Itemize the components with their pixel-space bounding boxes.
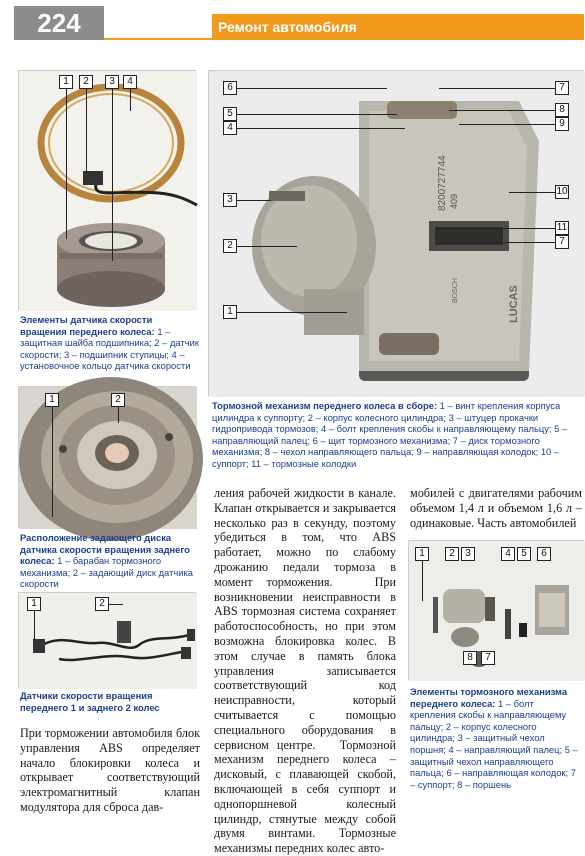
fig2-leader-10 — [509, 192, 555, 193]
fig5-label-7: 7 — [481, 651, 495, 665]
fig1-caption-body: 1 – защитная шайба подшипника; 2 – датчик скорости; 3 – подшипник ступицы; 4 – установочное кольцо датчика скорости — [20, 325, 199, 372]
fig5-caption — [410, 686, 582, 790]
fig5-label-4: 4 — [501, 547, 515, 561]
figure-speed-sensor-parts — [18, 70, 196, 310]
fig3-leader-1 — [52, 407, 53, 517]
fig2-label-2: 2 — [223, 239, 237, 253]
page-header — [0, 0, 584, 44]
fig2-leader-5 — [237, 114, 397, 115]
fig2-label-7-bottom: 7 — [555, 235, 569, 249]
fig2-caption-body: 1 – винт крепления корпуса цилиндра к суппорту; 2 – корпус колесного цилиндра; 3 – штуцер прокачки гидропривода тормозов; 4 – болт крепления скобы к направляющему пальцу; 5 – направляющий палец; 6 – щит тормозного механизма; 7 – диск тормозного механизма; 8 – чехол направляющего пальца; 9 – направляющая колодок; 10 – суппорт; 11 – тормозные колодки — [212, 400, 568, 469]
fig1-caption — [20, 314, 200, 372]
fig5-leader-1 — [422, 561, 423, 601]
figure-brake-assembly — [208, 70, 584, 396]
body-text-col2: ления рабочей жидкости в канале. Клапан открывается и закрывается несколько раз в секунду, поэтому убедиться в том, что ABS работает, можно по слабому дрожанию педали тормоза в момент торможения. При возникновении неисправности в ABS тормозная система сохраняет работоспособность, но при этом возможна блокировка колес. В этом случае в память блока управления записывается соответствующий код неисправности, который считывается с помощью специального оборудования в сервисном центре. Тормозной механизм переднего колеса – дисковый, с плавающей скобой, включающей в себя суппорт и однопоршневой колесный цилиндр, стянутые между собой двумя винтами. Тормозные механизмы передних колес авто- — [214, 486, 396, 856]
fig1-leader-3 — [112, 89, 113, 261]
caliper-part-number: 8200727744 — [437, 155, 448, 211]
fig1-label-3: 3 — [105, 75, 119, 89]
fig2-leader-6 — [237, 88, 387, 89]
fig2-label-8: 8 — [555, 103, 569, 117]
brake-elements-photo — [409, 541, 585, 681]
fig5-label-8: 8 — [463, 651, 477, 665]
fig2-label-7-top: 7 — [555, 81, 569, 95]
fig5-caption-body: 1 – болт крепления скобы к направляющему пальцу; 2 – корпус колесного цилиндра; 3 – защитный чехол поршня; 4 – направляющий палец; 5 – защитный чехол направляющего пальца; 6 – направляющая колодок; 7 – суппорт; 8 – поршень — [410, 697, 578, 790]
fig3-leader-2 — [118, 407, 119, 423]
fig5-caption-title: Элементы тормозного механизма переднего колеса: — [410, 686, 568, 709]
fig2-label-1: 1 — [223, 305, 237, 319]
fig1-label-4: 4 — [123, 75, 137, 89]
fig2-label-3: 3 — [223, 193, 237, 207]
fig2-leader-2 — [237, 246, 297, 247]
fig5-label-3: 3 — [461, 547, 475, 561]
fig2-caption-title: Тормозной механизм переднего колеса в сборе: — [212, 400, 438, 411]
fig2-label-10: 10 — [556, 186, 568, 197]
fig2-leader-7-bottom — [441, 242, 555, 243]
fig2-leader-9 — [459, 124, 555, 125]
fig2-label-6: 6 — [223, 81, 237, 95]
fig3-label-1: 1 — [45, 393, 59, 407]
fig4-caption — [20, 690, 200, 713]
drum-photo — [19, 387, 197, 529]
fig3-caption-title: Расположение задающего диска датчика скорости вращения заднего колеса: — [20, 532, 190, 567]
fig1-leader-2 — [86, 89, 87, 173]
fig1-label-2: 2 — [79, 75, 93, 89]
fig2-label-11: 11 — [556, 222, 568, 233]
fig4-label-1: 1 — [27, 597, 41, 611]
fig2-label-5: 5 — [223, 107, 237, 121]
fig5-label-1: 1 — [415, 547, 429, 561]
body-text-col3: мобилей с двигателями рабочим объемом 1,4 л и объемом 1,6 л – одинаковые. Часть автомобилей — [410, 486, 582, 530]
fig1-leader-4 — [130, 89, 131, 111]
figure-rear-sensor-disc — [18, 386, 196, 528]
fig2-label-4: 4 — [223, 121, 237, 135]
fig4-label-2: 2 — [95, 597, 109, 611]
fig2-leader-4 — [237, 128, 405, 129]
fig5-label-6: 6 — [537, 547, 551, 561]
fig2-leader-3 — [237, 200, 271, 201]
fig4-leader-2 — [109, 604, 123, 605]
fig4-leader-1 — [34, 611, 35, 641]
fig3-label-2: 2 — [111, 393, 125, 407]
header-rule — [104, 38, 212, 40]
page-number: 224 — [14, 6, 104, 40]
caliper-brand-lucas: LUCAS — [508, 285, 520, 323]
brake-assembly-photo — [209, 71, 585, 397]
body-text-col1: При торможении автомобиля блок управления ABS определяет начало блокировки колеса и открывает соответствующий электромагнитный клапан модулятора для сброса дав- — [20, 726, 200, 814]
fig3-caption — [20, 532, 200, 590]
fig5-label-5: 5 — [517, 547, 531, 561]
section-title: Ремонт автомобиля — [218, 19, 357, 35]
fig1-caption-title: Элементы датчика скорости вращения переднего колеса: — [20, 314, 155, 337]
caliper-code: 409 — [449, 193, 459, 209]
bearing-photo — [19, 71, 197, 311]
figure-brake-elements — [408, 540, 584, 680]
fig2-leader-11 — [435, 228, 555, 229]
fig1-label-1: 1 — [59, 75, 73, 89]
fig2-leader-8 — [449, 110, 555, 111]
figure-speed-sensors — [18, 592, 196, 688]
fig1-leader-1 — [66, 89, 67, 239]
fig2-label-9: 9 — [555, 117, 569, 131]
fig2-caption — [212, 400, 582, 470]
fig4-caption-title: Датчики скорости вращения переднего 1 и заднего 2 колес — [20, 690, 160, 713]
fig2-leader-7-top — [439, 88, 555, 89]
fig3-caption-body: 1 – барабан тормозного механизма; 2 – задающий диск датчика скорости — [20, 555, 194, 590]
caliper-brand-bosch: BOSCH — [452, 278, 459, 303]
fig2-leader-1 — [237, 312, 347, 313]
fig5-label-2: 2 — [445, 547, 459, 561]
